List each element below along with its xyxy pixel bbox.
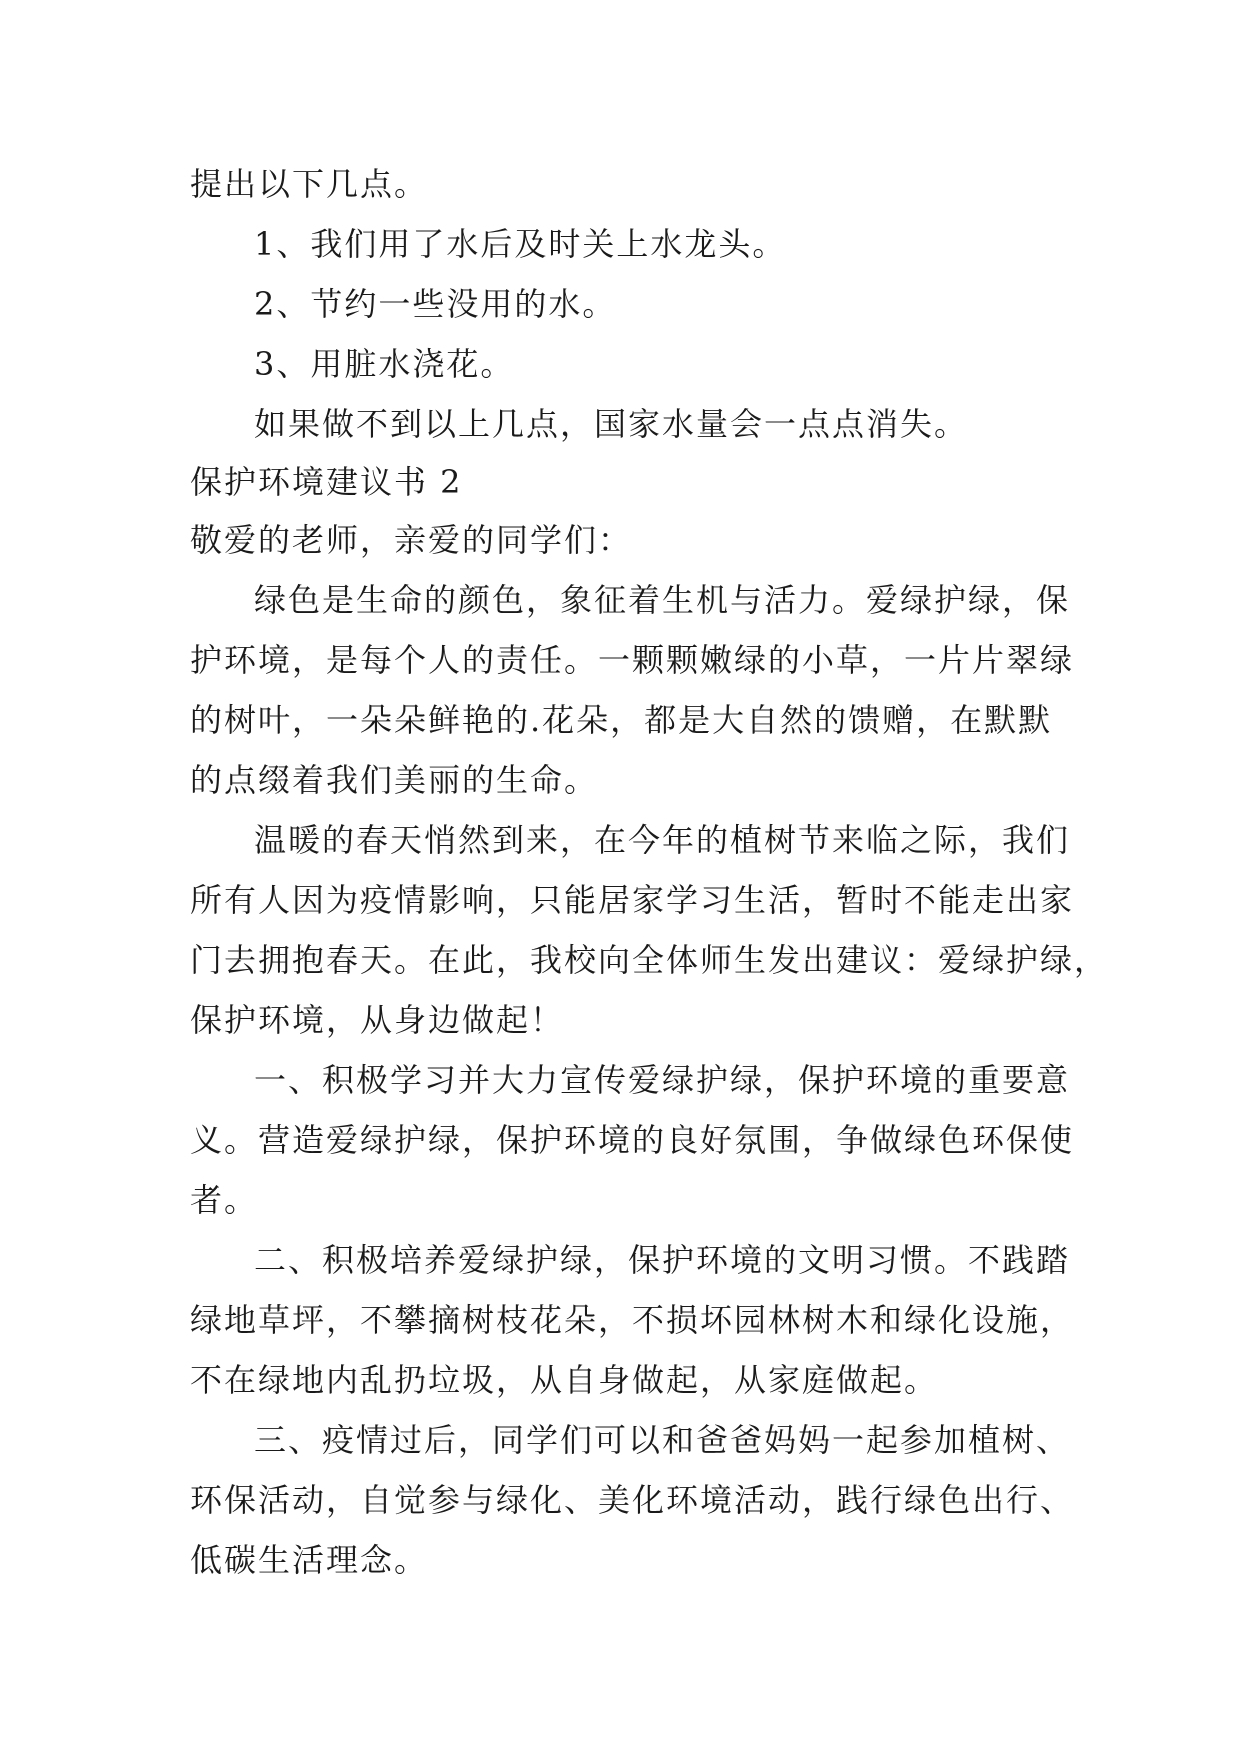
paragraph-line: 绿色是生命的颜色，象征着生机与活力。爱绿护绿，保 (254, 581, 1071, 619)
paragraph-line: 三、疫情过后，同学们可以和爸爸妈妈一起参加植树、 (254, 1421, 1071, 1459)
text-line: 提出以下几点。 (190, 165, 429, 203)
paragraph-line: 门去拥抱春天。在此，我校向全体师生发出建议：爱绿护绿， (190, 941, 1109, 979)
paragraph-line: 绿地草坪，不攀摘树枝花朵，不损坏园林树木和绿化设施， (190, 1301, 1075, 1339)
list-item: 2、节约一些没用的水。 (254, 285, 617, 323)
list-item: 3、用脏水浇花。 (254, 345, 515, 383)
list-item: 1、我们用了水后及时关上水龙头。 (254, 225, 787, 263)
paragraph-line: 二、积极培养爱绿护绿，保护环境的文明习惯。不践踏 (254, 1241, 1071, 1279)
section-heading: 保护环境建议书 2 (190, 463, 463, 501)
paragraph-line: 不在绿地内乱扔垃圾，从自身做起，从家庭做起。 (190, 1361, 939, 1399)
paragraph-line: 义。营造爱绿护绿，保护环境的良好氛围，争做绿色环保使 (190, 1121, 1075, 1159)
salutation: 敬爱的老师，亲爱的同学们： (190, 521, 633, 559)
paragraph-line: 低碳生活理念。 (190, 1541, 429, 1579)
paragraph-line: 如果做不到以上几点，国家水量会一点点消失。 (254, 405, 969, 443)
paragraph-line: 护环境，是每个人的责任。一颗颗嫩绿的小草，一片片翠绿 (190, 641, 1075, 679)
paragraph-line: 温暖的春天悄然到来，在今年的植树节来临之际，我们 (254, 821, 1071, 859)
paragraph-line: 的树叶，一朵朵鲜艳的.花朵，都是大自然的馈赠，在默默 (190, 701, 1053, 739)
paragraph-line: 环保活动，自觉参与绿化、美化环境活动，践行绿色出行、 (190, 1481, 1075, 1519)
paragraph-line: 的点缀着我们美丽的生命。 (190, 761, 599, 799)
paragraph-line: 所有人因为疫情影响，只能居家学习生活，暂时不能走出家 (190, 881, 1075, 919)
paragraph-line: 者。 (190, 1181, 259, 1219)
paragraph-line: 保护环境，从身边做起！ (190, 1001, 565, 1039)
paragraph-line: 一、积极学习并大力宣传爱绿护绿，保护环境的重要意 (254, 1061, 1071, 1099)
